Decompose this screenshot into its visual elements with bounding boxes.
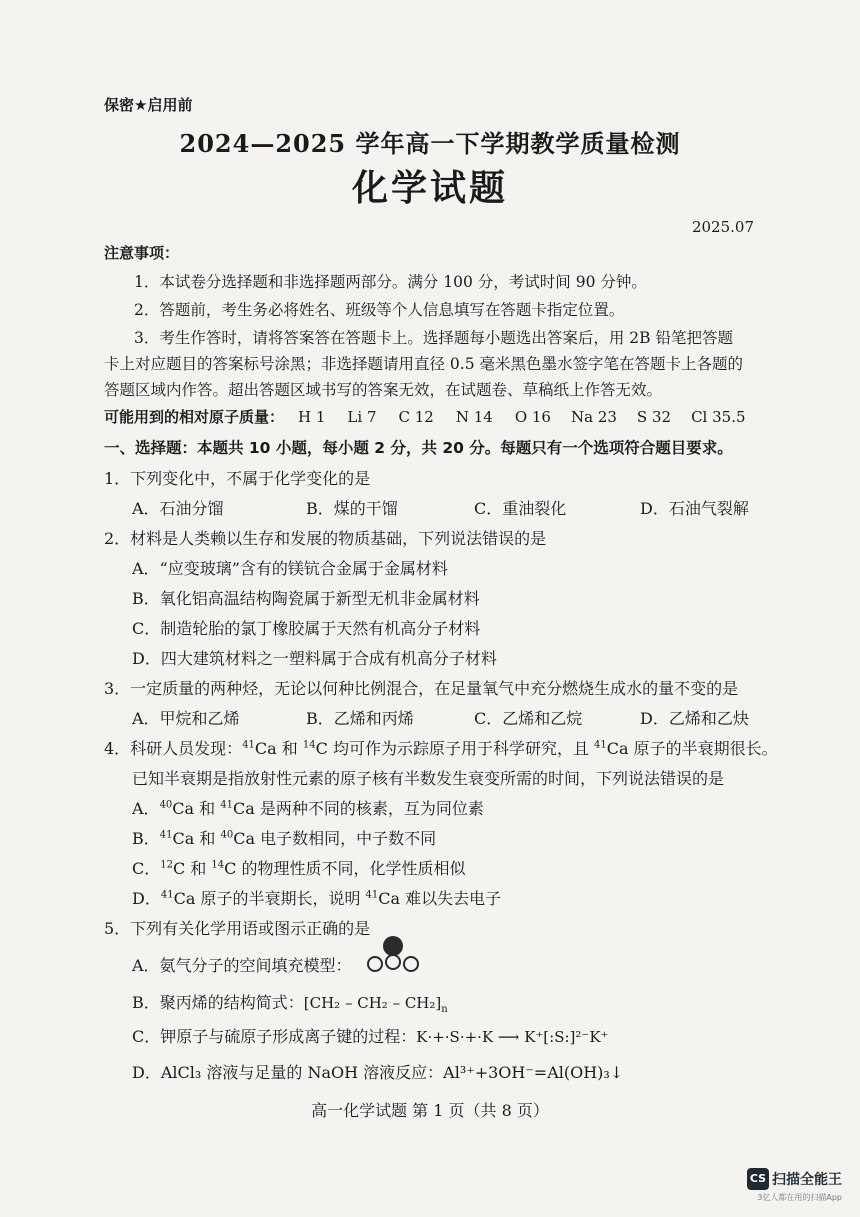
note-item: 1．本试卷分选择题和非选择题两部分。满分 100 分，考试时间 90 分钟。 [134,273,647,291]
q4-option-c [132,856,465,879]
ammonia-space-filling-model-icon [366,934,420,976]
mass-number: 40 [159,799,173,811]
subject-title: 化学试题 [351,168,508,209]
ionic-bond-left: K·+·S·+·K ⟶ [416,1028,525,1046]
q4-opt-part: Ca 和 [172,799,221,818]
reaction-equation: Al³⁺+3OH⁻=Al(OH)₃↓ [443,1063,624,1082]
q5-option-b [132,990,448,1015]
q3-option-c: C．乙烯和乙烷 [474,709,583,728]
q4-option-a [132,796,484,819]
atomic-masses-label: 可能用到的相对原子质量： [104,408,285,426]
q1-option-c: C．重油裂化 [474,499,567,518]
q5-b-label: B．聚丙烯的结构简式： [132,993,304,1012]
q2-option-d: D．四大建筑材料之一塑料属于合成有机高分子材料 [132,649,497,668]
mass-number: 40 [220,829,234,841]
question-5-stem: 5．下列有关化学用语或图示正确的是 [104,919,371,938]
note-item: 卡上对应题目的答案标号涂黑；非选择题请用直径 0.5 毫米黑色墨水签字笔在答题卡上各题的 [104,355,744,373]
q4-opt-part: Ca 原子的半衰期长，说明 [173,889,366,908]
question-1-stem: 1．下列变化中，不属于化学变化的是 [104,469,371,488]
question-4-stem [104,736,778,759]
q2-option-c: C．制造轮胎的氯丁橡胶属于天然有机高分子材料 [132,619,481,638]
polymer-subscript: n [441,1004,448,1016]
mass-item: Cl 35.5 [691,408,746,426]
mass-number: 14 [211,859,225,871]
exam-title: 2024—2025 学年高一下学期教学质量检测 [179,129,681,158]
notes-heading: 注意事项： [104,244,180,262]
mass-number: 14 [302,739,316,751]
watermark-name: 扫描全能王 [772,1172,842,1188]
note-item: 2．答题前，考生务必将姓名、班级等个人信息填写在答题卡指定位置。 [134,301,625,319]
q4-opt-part: B． [132,829,160,848]
q2-option-a: A．“应变玻璃”含有的镁钪合金属于金属材料 [132,559,448,578]
q4-opt-part: C． [132,859,161,878]
q4-opt-part: Ca 是两种不同的核素，互为同位素 [233,799,484,818]
mass-item: Na 23 [570,408,617,426]
mass-item: N 14 [455,408,493,426]
q1-option-a: A．石油分馏 [132,499,224,518]
q2-option-b: B．氧化铝高温结构陶瓷属于新型无机非金属材料 [132,589,480,608]
ionic-bond-right: K⁺[:S:]²⁻K⁺ [524,1028,609,1046]
q4-opt-part: C 和 [172,859,212,878]
mass-number: 41 [242,739,255,751]
q5-option-a: A．氨气分子的空间填充模型： [132,956,352,975]
q4-option-d [132,886,501,909]
q4-stem-part: C 均可作为示踪原子用于科学研究，且 [315,739,595,758]
q4-option-b [132,826,436,849]
q3-option-a: A．甲烷和乙烯 [132,709,240,728]
q4-opt-part: Ca 和 [172,829,221,848]
mass-number: 41 [365,889,379,901]
q4-opt-part: C 的物理性质不同，化学性质相似 [224,859,466,878]
mass-number: 41 [594,739,607,751]
q1-option-d: D．石油气裂解 [640,499,749,518]
atomic-masses [104,406,746,427]
q3-option-b: B．乙烯和丙烯 [306,709,414,728]
mass-item: Li 7 [347,408,377,426]
exam-date: 2025.07 [691,218,754,236]
q4-opt-part: Ca 难以失去电子 [378,889,502,908]
q4-stem-part: Ca 原子的半衰期很长。 [606,739,778,758]
question-3-stem: 3．一定质量的两种烃，无论以何种比例混合，在足量氧气中充分燃烧生成水的量不变的是 [104,679,739,698]
q4-opt-part: Ca 电子数相同，中子数不同 [233,829,437,848]
mass-item: H 1 [298,408,326,426]
q4-stem-part: 4．科研人员发现： [104,739,243,758]
q4-opt-part: D． [132,889,161,908]
q5-c-label: C．钾原子与硫原子形成离子键的过程： [132,1027,417,1046]
mass-number: 41 [220,799,233,811]
q5-d-label: D．AlCl₃ 溶液与足量的 NaOH 溶液反应： [132,1063,444,1082]
q1-option-b: B．煤的干馏 [306,499,398,518]
section-heading: 一、选择题：本题共 10 小题，每小题 2 分，共 20 分。每题只有一个选项符合题目要求。 [104,439,733,457]
confidential-label: 保密★启用前 [104,96,193,114]
polymer-formula: [CH₂ – CH₂ – CH₂] [303,994,442,1012]
q4-stem-part: Ca 和 [254,739,303,758]
mass-number: 41 [160,889,174,901]
question-4-stem-line2: 已知半衰期是指放射性元素的原子核有半数发生衰变所需的时间，下列说法错误的是 [132,769,725,788]
note-item: 3．考生作答时，请将答案答在答题卡上。选择题每小题选出答案后，用 2B 铅笔把答题 [134,329,733,347]
mass-item: O 16 [514,408,551,426]
note-item: 答题区域内作答。超出答题区域书写的答案无效，在试题卷、草稿纸上作答无效。 [104,381,663,399]
watermark-tagline: 3亿人都在用的扫描App [757,1193,842,1202]
q5-option-c [132,1024,608,1047]
mass-item: C 12 [398,408,434,426]
question-2-stem: 2．材料是人类赖以生存和发展的物质基础，下列说法错误的是 [104,529,547,548]
camscanner-logo-icon: CS [747,1168,769,1190]
page-footer: 高一化学试题 第 1 页（共 8 页） [311,1101,549,1120]
mass-number: 41 [159,829,173,841]
scanner-watermark [747,1168,842,1203]
mass-number: 12 [160,859,173,871]
q4-opt-part: A． [132,799,160,818]
mass-item: S 32 [636,408,672,426]
q5-option-d [132,1060,623,1083]
q3-option-d: D．乙烯和乙炔 [640,709,749,728]
